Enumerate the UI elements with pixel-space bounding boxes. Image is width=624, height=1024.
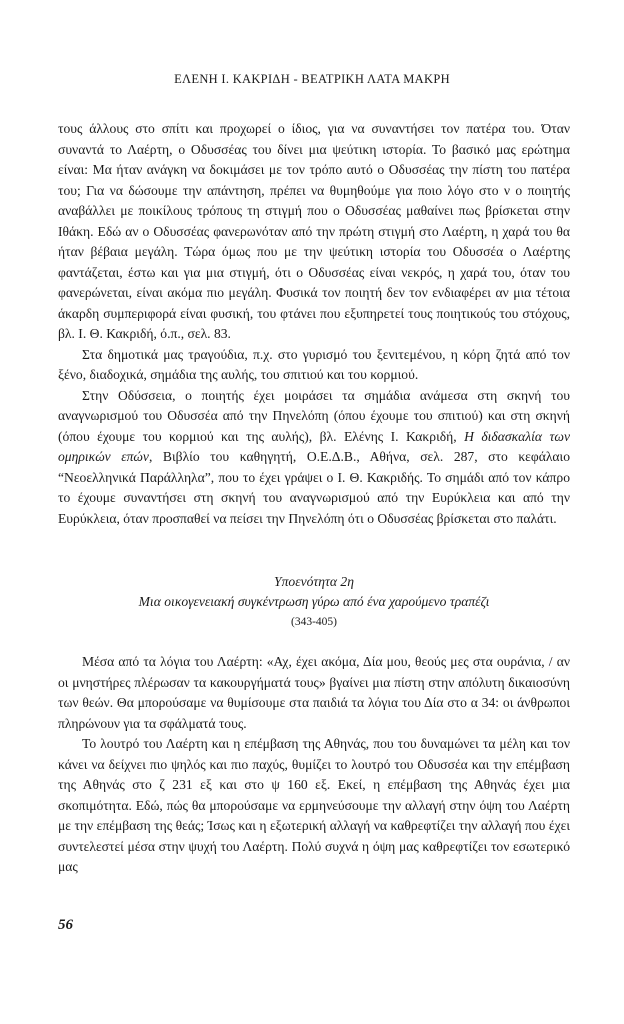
subsection-label: Υποενότητα 2η: [274, 574, 354, 589]
paragraph-odyssey-signs: [58, 386, 570, 530]
page-number: 56: [58, 917, 73, 933]
paragraph-folk-songs: Στα δημοτικά μας τραγούδια, π.χ. στο γυρισμό του ξενιτεμένου, η κόρη ζητά από τον ξένο, διαδοχικά, σημάδια της αυλής, του σπιτιού και του κορμιού.: [58, 346, 570, 382]
subsection-heading: [58, 572, 570, 632]
body-text-top: [58, 119, 570, 529]
paragraph-laertes-bath: Το λουτρό του Λαέρτη και η επέμβαση της Αθηνάς, που του δυναμώνει τα μέλη και τον κάνει να δείχνει πιο ψηλός και πιο παχύς, θυμίζει το λουτρό του Οδυσσέα και την επέμβαση της Αθηνάς στο ζ 231 εξ και στο ψ 160 εξ. Εκεί, η επέμβαση της Αθηνάς έχει μια σκοπιμότητα. Εδώ, πώς θα μπορούσαμε να ερμηνεύσουμε την αλλαγή στην όψη του Λαέρτη με την επέμβαση της θεάς; Ίσως και η εξωτερική αλλαγή να καθρεφτίζει την αλλαγή που έχει συντελεστεί μέσα στην ψυχή του Λαέρτη. Πολύ συχνά η όψη μας καθρεφτίζει τον εσωτερικό μας: [58, 736, 570, 874]
paragraph-continuation: τους άλλους στο σπίτι και προχωρεί ο ίδιος, για να συναντήσει τον πατέρα του. Όταν συναντά το Λαέρτη, ο Οδυσσέας του δίνει μια ψεύτικη ιστορία. Το βασικό μας ερώτημα είναι: Μα ήταν ανάγκη να δοκιμάσει με τον τρόπο αυτό ο Οδυσσέας την πίστη του πατέρα του; Για να δώσουμε την απάντηση, πρέπει να θυμηθούμε για ποιο λόγο στο ν ο ποιητής αναβάλλει με ποικίλους τρόπους τη στιγμή που ο Οδυσσέας μαθαίνει πως βρίσκεται στην Ιθάκη. Εδώ αν ο Οδυσσέας φανερωνόταν από την πρώτη στιγμή στο Λαέρτη, η χαρά του θα ήταν βέβαια μεγάλη. Τώρα όμως που με την ψεύτικη ιστορία του Οδυσσέα ο Λαέρτης φαντάζεται, έστω και για μια στιγμή, ότι ο Οδυσσέας είναι νεκρός, η χαρά του, όταν του φανερώνεται, είναι ακόμα πιο μεγάλη. Φυσικά τον ποιητή δεν τον ενδιαφέρει αν μια τέτοια άκαρδη συμπεριφορά είναι φυσική, του φτάνει που εξυπηρετεί τους ποιητικούς του στόχους, βλ. Ι. Θ. Κακριδή, ό.π., σελ. 83.: [58, 121, 570, 341]
odyssey-text-part1: Στην Οδύσσεια, ο ποιητής έχει μοιράσει τα σημάδια ανάμεσα στη σκηνή του αναγνωρισμού του Οδυσσέα από την Πηνελόπη (όπου έχουμε του σπιτιού) και στη σκηνή (όπου έχουμε του κορμιού και της αυλής), βλ. Ελένης Ι. Κακριδή,: [58, 387, 570, 444]
subsection-verse-range: (343-405): [291, 616, 337, 628]
subsection-title: Μια οικογενειακή συγκέντρωση γύρω από ένα χαρούμενο τραπέζι: [138, 594, 490, 609]
odyssey-text-part2: , Βιβλίο του καθηγητή, Ο.Ε.Δ.Β., Αθήνα, σελ. 287, στο κεφάλαιο “Νεοελληνικά Παράλληλα”, που το έχει γράψει ο Ι. Θ. Κακριδής. Το σημάδι από τον κάπρο το έχουμε συναντήσει στη σκηνή του αναγνωρισμού από την Ευρύκλεια και από την Ευρύκλεια, όταν προσπαθεί να πείσει την Πηνελόπη ότι ο Οδυσσέας βρίσκεται στο παλάτι.: [58, 449, 571, 526]
body-text-bottom: [58, 652, 570, 878]
paragraph-laertes-words: Μέσα από τα λόγια του Λαέρτη: «Αχ, έχει ακόμα, Δία μου, θεούς μες στα ουράνια, / αν οι μνηστήρες πλέρωσαν τα κακουργήματά τους» βγαίνει μια πίστη στην απόλυτη δικαιοσύνη των θεών. Θα μπορούσαμε να θυμίσουμε στα παιδιά τα λόγια του Δία στο α 34: οι άνθρωποι πληρώνουν για τα σφάλματά τους.: [58, 654, 570, 731]
running-head: ΕΛΕΝΗ Ι. ΚΑΚΡΙΔΗ - ΒΕΑΤΡΙΚΗ ΛΑΤΑ ΜΑΚΡΗ: [174, 72, 450, 86]
book-title: Η διδασκαλία των ομηρικών επών: [58, 428, 570, 464]
